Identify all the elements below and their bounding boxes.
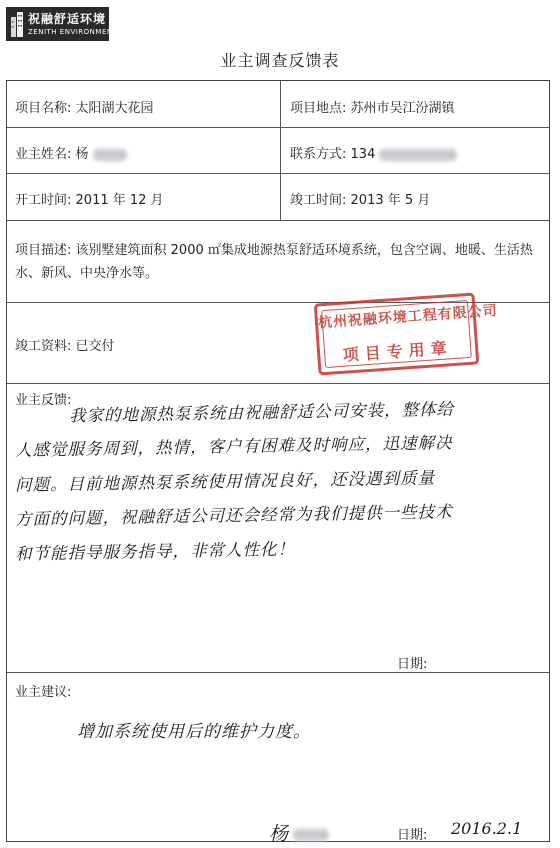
seal-company-name: 杭州祝融环境工程有限公司 bbox=[317, 302, 499, 332]
completion-docs-label: 竣工资料: bbox=[15, 339, 72, 354]
row-divider bbox=[7, 127, 549, 128]
end-time-label: 竣工时间: bbox=[290, 193, 347, 208]
contact-label: 联系方式: bbox=[290, 147, 347, 162]
building-icon bbox=[10, 11, 24, 37]
redacted-signature bbox=[293, 829, 329, 841]
redacted-name bbox=[93, 149, 127, 161]
suggestion-label: 业主建议: bbox=[15, 685, 72, 700]
start-time-label: 开工时间: bbox=[15, 193, 72, 208]
suggestion-text: 增加系统使用后的维护力度。 bbox=[77, 722, 311, 742]
start-time-field bbox=[15, 189, 164, 208]
company-seal bbox=[314, 292, 499, 375]
seal-purpose: 项目专用章 bbox=[342, 338, 454, 365]
end-time-value: 2013 年 5 月 bbox=[350, 193, 431, 208]
signature-text: 杨 bbox=[269, 823, 290, 845]
end-time-field bbox=[290, 189, 430, 208]
survey-form bbox=[6, 80, 550, 845]
redacted-phone bbox=[379, 149, 457, 161]
suggestion-date-label: 日期: bbox=[397, 828, 428, 843]
row-divider bbox=[7, 220, 549, 221]
project-name-field bbox=[15, 97, 154, 116]
project-description-label: 项目描述: bbox=[15, 243, 72, 258]
owner-name-field bbox=[15, 143, 127, 162]
feedback-line: 人感觉服务周到，热情，客户有困难及时响应，迅速解决 bbox=[14, 433, 453, 460]
completion-docs-field bbox=[15, 335, 115, 354]
project-name-value: 太阳湖大花园 bbox=[75, 101, 154, 116]
project-location-label: 项目地点: bbox=[290, 101, 347, 116]
column-divider bbox=[280, 81, 281, 220]
feedback-line: 问题。目前地源热泵系统使用情况良好，还没遇到质量 bbox=[14, 468, 436, 495]
contact-value: 134 bbox=[350, 147, 376, 162]
row-divider bbox=[7, 173, 549, 174]
company-logo bbox=[6, 7, 118, 41]
row-divider bbox=[7, 672, 549, 673]
feedback-line: 我家的地源热泵系统由祝融舒适公司安装，整体给 bbox=[68, 399, 455, 426]
project-name-label: 项目名称: bbox=[15, 101, 72, 116]
project-description-field bbox=[15, 239, 540, 285]
owner-signature bbox=[269, 819, 329, 846]
form-title: 业主调查反馈表 bbox=[220, 51, 340, 70]
project-location-field bbox=[290, 97, 455, 116]
feedback-line: 和节能指导服务指导，非常人性化！ bbox=[14, 539, 296, 564]
owner-name-label: 业主姓名: bbox=[15, 147, 72, 162]
contact-field bbox=[290, 143, 457, 162]
suggestion-date-value: 2016.2.1 bbox=[451, 819, 523, 838]
feedback-label: 业主反馈: bbox=[15, 393, 72, 408]
logo-name-en: ZENITH ENVIRONMENT bbox=[28, 28, 118, 36]
row-divider bbox=[7, 383, 549, 384]
completion-docs-value: 已交付 bbox=[75, 339, 115, 354]
project-location-value: 苏州市吴江汾湖镇 bbox=[350, 101, 455, 116]
logo-name-cn: 祝融舒适环境 bbox=[28, 12, 107, 26]
owner-name-value: 杨 bbox=[75, 147, 89, 162]
start-time-value: 2011 年 12 月 bbox=[75, 193, 164, 208]
project-description-value: 该别墅建筑面积 2000 ㎡集成地源热泵舒适环境系统，包含空调、地暖、生活热水、新风、中央净水等。 bbox=[15, 243, 533, 281]
feedback-line: 方面的问题，祝融舒适公司还会经常为我们提供一些技术 bbox=[14, 502, 453, 529]
feedback-date-label: 日期: bbox=[397, 657, 428, 672]
